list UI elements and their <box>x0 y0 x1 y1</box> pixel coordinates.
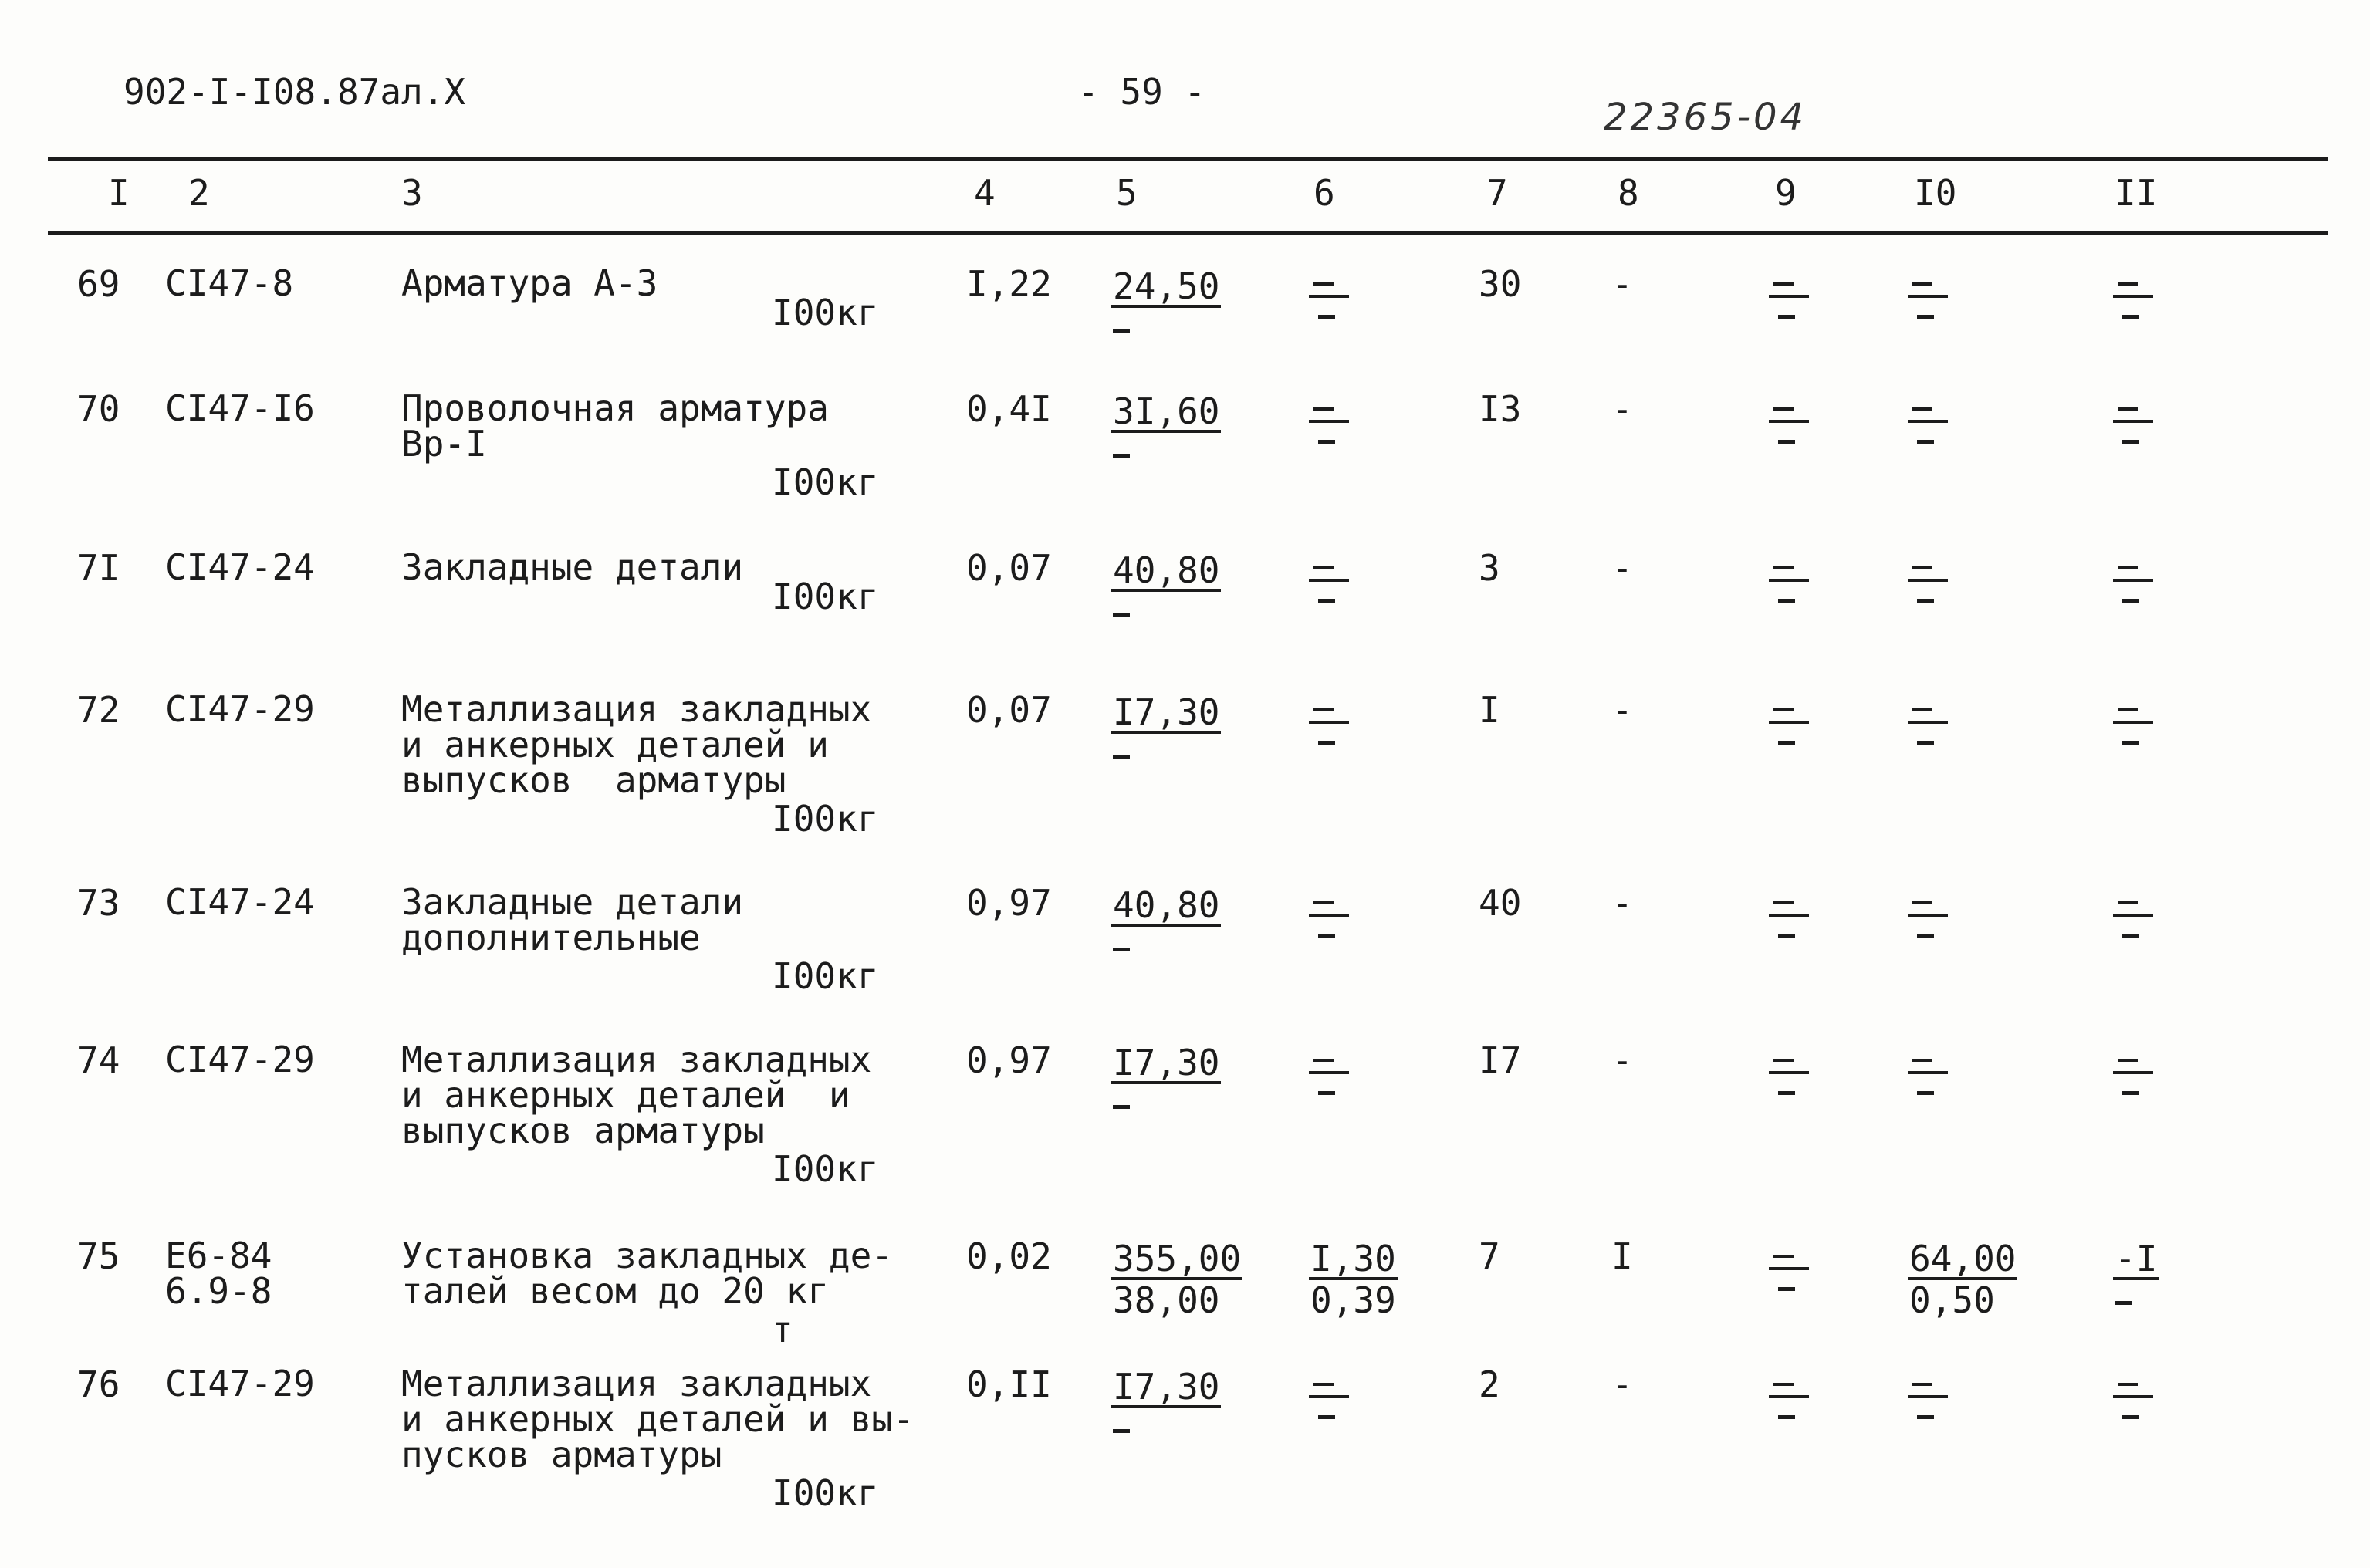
column-9-value <box>1769 1042 1809 1110</box>
column-9-value-empty-denominator <box>1769 302 1809 333</box>
unit-of-measure: I00кг <box>772 798 879 840</box>
column-9-value-empty-denominator <box>1769 1079 1809 1110</box>
work-description <box>401 1363 915 1475</box>
column-10-value-empty-denominator <box>1908 921 1948 952</box>
column-8-value: - <box>1611 882 1633 924</box>
column-6-value-empty-numerator <box>1309 884 1349 921</box>
column-6-value <box>1309 691 1349 759</box>
row-number: 7I <box>77 547 120 589</box>
column-10-value-empty-numerator <box>1908 1042 1948 1079</box>
work-description <box>401 1039 872 1151</box>
column-10-value-empty-denominator <box>1908 728 1948 759</box>
stamp-code: 22365-04 <box>1604 96 1807 139</box>
column-6-value-empty-denominator <box>1309 1403 1349 1434</box>
column-8-value: - <box>1611 1364 1633 1405</box>
column-9-value <box>1769 1238 1809 1306</box>
column-11-value-empty-numerator <box>2113 390 2153 427</box>
row-number: 70 <box>77 388 120 430</box>
column-header-5: 5 <box>1116 172 1138 214</box>
unit-cost-numerator: 355,00 <box>1113 1238 1242 1279</box>
column-10-value-numerator: 64,00 <box>1909 1238 2017 1279</box>
column-11-value <box>2113 549 2153 617</box>
unit-cost <box>1111 549 1221 629</box>
quantity: I,22 <box>966 263 1052 305</box>
unit-cost-denominator <box>1111 1087 1221 1121</box>
column-11-value-empty-denominator <box>2113 1079 2153 1110</box>
column-6-value-empty-denominator <box>1309 921 1349 952</box>
column-header-3: 3 <box>401 172 423 214</box>
work-description-line: Вр-I <box>401 423 487 465</box>
quantity: 0,97 <box>966 882 1052 924</box>
unit-of-measure: I00кг <box>772 1148 879 1190</box>
column-9-value-empty-denominator <box>1769 427 1809 458</box>
column-8-value: I <box>1611 1235 1633 1277</box>
column-10-value <box>1908 1238 2017 1321</box>
column-11-value <box>2113 691 2153 759</box>
quantity: 0,07 <box>966 547 1052 589</box>
quantity: 0,4I <box>966 388 1052 430</box>
column-6-value <box>1309 390 1349 458</box>
column-9-value <box>1769 884 1809 952</box>
column-8-value: - <box>1611 263 1633 305</box>
column-header-8: 8 <box>1618 172 1639 214</box>
unit-cost-dash <box>1113 613 1130 617</box>
quantity: 0,II <box>966 1364 1052 1405</box>
column-7-value: I7 <box>1479 1039 1522 1081</box>
column-7-value: 3 <box>1479 547 1500 589</box>
column-9-value-empty-numerator <box>1769 1238 1809 1275</box>
column-11-value-empty-denominator <box>2113 921 2153 952</box>
rate-code-line: CI47-29 <box>165 688 315 730</box>
work-description-line: Металлизация закладных <box>401 1039 872 1080</box>
unit-cost-denominator: 38,00 <box>1113 1279 1220 1321</box>
column-11-value <box>2113 1042 2153 1110</box>
rate-code <box>165 387 315 429</box>
column-6-value <box>1309 265 1349 333</box>
column-6-value-empty-numerator <box>1309 265 1349 302</box>
column-9-value-empty-denominator <box>1769 921 1809 952</box>
unit-cost-numerator: 40,80 <box>1113 549 1220 591</box>
column-10-value-empty-numerator <box>1908 390 1948 427</box>
work-description-line: и анкерных деталей и <box>401 1074 850 1116</box>
column-11-value-empty-denominator <box>2113 427 2153 458</box>
column-6-value-empty-numerator <box>1309 549 1349 586</box>
column-10-value <box>1908 691 1948 759</box>
rate-code <box>165 688 315 730</box>
work-description <box>401 387 829 465</box>
rate-code <box>165 546 315 588</box>
column-7-value: I3 <box>1479 388 1522 430</box>
column-6-value-numerator: I,30 <box>1310 1238 1396 1279</box>
column-10-value <box>1908 265 1948 333</box>
column-9-value-empty-numerator <box>1769 390 1809 427</box>
work-description <box>401 688 872 801</box>
column-11-value <box>2113 1366 2153 1434</box>
column-10-value-denominator: 0,50 <box>1909 1279 1995 1321</box>
column-6-value <box>1309 884 1349 952</box>
quantity: 0,02 <box>966 1235 1052 1277</box>
unit-of-measure: I00кг <box>772 1472 879 1514</box>
work-description-line: Закладные детали <box>401 881 744 923</box>
column-header-1: I <box>108 172 130 214</box>
column-10-value-empty-numerator <box>1908 549 1948 586</box>
unit-cost <box>1111 884 1221 964</box>
column-11-value-empty-numerator <box>2113 691 2153 728</box>
page-number: - 59 - <box>1077 71 1206 113</box>
unit-cost <box>1111 390 1221 470</box>
column-10-value-empty-denominator <box>1908 302 1948 333</box>
unit-cost-dash <box>1113 948 1130 951</box>
column-10-value-empty-numerator <box>1908 884 1948 921</box>
work-description <box>401 881 744 958</box>
column-10-value <box>1908 390 1948 458</box>
column-11-value <box>2113 1238 2159 1317</box>
column-header-10: I0 <box>1914 172 1957 214</box>
work-description <box>401 546 744 588</box>
unit-of-measure: I00кг <box>772 955 879 997</box>
quantity: 0,97 <box>966 1039 1052 1081</box>
column-11-value <box>2113 884 2153 952</box>
unit-cost <box>1111 1042 1221 1121</box>
unit-of-measure: I00кг <box>772 461 879 503</box>
column-9-value-empty-numerator <box>1769 265 1809 302</box>
column-10-value-empty-numerator <box>1908 1366 1948 1403</box>
column-6-value <box>1309 1042 1349 1110</box>
column-6-value-denominator: 0,39 <box>1310 1279 1396 1321</box>
unit-cost-denominator <box>1111 737 1221 771</box>
unit-cost <box>1111 691 1221 771</box>
unit-cost-numerator: 24,50 <box>1113 265 1220 307</box>
column-7-value: 30 <box>1479 263 1522 305</box>
work-description-line: и анкерных деталей и вы- <box>401 1398 915 1440</box>
unit-cost-dash <box>1113 329 1130 333</box>
column-header-4: 4 <box>974 172 996 214</box>
rate-code-line: CI47-24 <box>165 881 315 923</box>
unit-cost <box>1111 1366 1221 1445</box>
unit-cost-dash <box>1113 755 1130 759</box>
unit-cost-numerator: 40,80 <box>1113 884 1220 926</box>
column-9-value <box>1769 691 1809 759</box>
unit-cost-denominator <box>1111 1411 1221 1445</box>
column-11-value-empty-denominator <box>2113 302 2153 333</box>
quantity: 0,07 <box>966 689 1052 731</box>
column-9-value <box>1769 549 1809 617</box>
unit-cost-numerator: I7,30 <box>1113 691 1220 733</box>
rate-code <box>165 881 315 923</box>
row-number: 75 <box>77 1235 120 1277</box>
column-9-value-empty-numerator <box>1769 691 1809 728</box>
column-6-value-empty-numerator <box>1309 390 1349 427</box>
work-description-line: Закладные детали <box>401 546 744 588</box>
column-11-value-empty-numerator <box>2113 265 2153 302</box>
column-10-value <box>1908 549 1948 617</box>
column-11-value-empty-numerator <box>2113 549 2153 586</box>
row-number: 72 <box>77 689 120 731</box>
column-11-value-empty-numerator <box>2113 1366 2153 1403</box>
unit-cost-dash <box>1113 1105 1130 1109</box>
column-6-value-empty-numerator <box>1309 1366 1349 1403</box>
column-6-value <box>1309 1366 1349 1434</box>
column-10-value-empty-denominator <box>1908 1403 1948 1434</box>
rate-code-line: Е6-84 <box>165 1235 272 1276</box>
column-6-value-empty-denominator <box>1309 427 1349 458</box>
work-description-line: дополнительные <box>401 917 701 958</box>
column-header-2: 2 <box>188 172 210 214</box>
work-description-line: и анкерных деталей и <box>401 724 829 765</box>
column-11-value-empty-numerator <box>2113 1042 2153 1079</box>
column-8-value: - <box>1611 547 1633 589</box>
column-11-value-empty-denominator <box>2113 728 2153 759</box>
rate-code-line: CI47-29 <box>165 1039 315 1080</box>
rate-code <box>165 1039 315 1080</box>
work-description-line: пусков арматуры <box>401 1434 722 1475</box>
column-9-value-empty-numerator <box>1769 1042 1809 1079</box>
top-rule <box>48 157 2328 161</box>
rate-code <box>165 1235 272 1312</box>
unit-cost-numerator: I7,30 <box>1113 1366 1220 1407</box>
column-6-value-empty-denominator <box>1309 1079 1349 1110</box>
work-description-line: Установка закладных де- <box>401 1235 893 1276</box>
unit-of-measure: т <box>772 1309 793 1350</box>
column-10-value-empty-denominator <box>1908 1079 1948 1110</box>
unit-cost-numerator: I7,30 <box>1113 1042 1220 1083</box>
column-9-value-empty-numerator <box>1769 1366 1809 1403</box>
column-11-value <box>2113 390 2153 458</box>
column-10-value-empty-denominator <box>1908 427 1948 458</box>
work-description-line: талей весом до 20 кг <box>401 1270 829 1312</box>
column-10-value <box>1908 1366 1948 1434</box>
column-header-11: II <box>2115 172 2158 214</box>
unit-cost-denominator <box>1111 930 1221 964</box>
column-7-value: 40 <box>1479 882 1522 924</box>
rate-code-line: CI47-24 <box>165 546 315 588</box>
unit-cost <box>1111 1238 1242 1321</box>
work-description-line: Арматура А-3 <box>401 262 658 304</box>
column-6-value-empty-denominator <box>1309 302 1349 333</box>
column-9-value <box>1769 265 1809 333</box>
work-description <box>401 262 658 304</box>
column-6-value-empty-denominator <box>1309 728 1349 759</box>
unit-cost-denominator <box>1111 436 1221 470</box>
unit-cost-denominator <box>1111 311 1221 345</box>
work-description <box>401 1235 893 1312</box>
row-number: 74 <box>77 1039 120 1081</box>
column-9-value <box>1769 390 1809 458</box>
work-description-line: Металлизация закладных <box>401 1363 872 1404</box>
column-7-value: 7 <box>1479 1235 1500 1277</box>
column-11-value-denominator <box>2113 1283 2159 1317</box>
document-code: 902-I-I08.87ал.X <box>123 71 466 113</box>
column-9-value-empty-numerator <box>1769 549 1809 586</box>
column-header-7: 7 <box>1486 172 1508 214</box>
column-9-value <box>1769 1366 1809 1434</box>
column-8-value: - <box>1611 1039 1633 1081</box>
unit-cost <box>1111 265 1221 345</box>
column-header-6: 6 <box>1313 172 1335 214</box>
column-9-value-empty-denominator <box>1769 1403 1809 1434</box>
column-10-value-empty-numerator <box>1908 265 1948 302</box>
row-number: 76 <box>77 1364 120 1405</box>
column-10-value-empty-denominator <box>1908 586 1948 617</box>
column-11-value-empty-denominator <box>2113 586 2153 617</box>
column-6-value <box>1309 1238 1398 1321</box>
work-description-line: выпусков арматуры <box>401 759 786 801</box>
column-6-value <box>1309 549 1349 617</box>
column-11-value-empty-denominator <box>2113 1403 2153 1434</box>
rate-code <box>165 1363 315 1404</box>
column-9-value-empty-denominator <box>1769 1275 1809 1306</box>
rate-code-line: CI47-I6 <box>165 387 315 429</box>
column-8-value: - <box>1611 689 1633 731</box>
unit-cost-dash <box>1113 1429 1130 1433</box>
work-description-line: Металлизация закладных <box>401 688 872 730</box>
column-6-value-empty-numerator <box>1309 691 1349 728</box>
column-9-value-empty-numerator <box>1769 884 1809 921</box>
column-6-value-empty-denominator <box>1309 586 1349 617</box>
column-11-value-numerator: -I <box>2115 1238 2158 1279</box>
column-9-value-empty-denominator <box>1769 586 1809 617</box>
column-11-value-empty-numerator <box>2113 884 2153 921</box>
rate-code-line: CI47-8 <box>165 262 294 304</box>
work-description-line: Проволочная арматура <box>401 387 829 429</box>
unit-cost-dash <box>1113 454 1130 458</box>
column-11-value-dash <box>2115 1301 2132 1305</box>
header-rule <box>48 231 2328 235</box>
row-number: 73 <box>77 882 120 924</box>
rate-code-line: 6.9-8 <box>165 1270 272 1312</box>
column-10-value <box>1908 884 1948 952</box>
column-10-value <box>1908 1042 1948 1110</box>
column-6-value-empty-numerator <box>1309 1042 1349 1079</box>
column-11-value <box>2113 265 2153 333</box>
column-header-9: 9 <box>1775 172 1797 214</box>
column-8-value: - <box>1611 388 1633 430</box>
row-number: 69 <box>77 263 120 305</box>
unit-of-measure: I00кг <box>772 292 879 333</box>
column-10-value-empty-numerator <box>1908 691 1948 728</box>
work-description-line: выпусков арматуры <box>401 1110 765 1151</box>
column-7-value: I <box>1479 689 1500 731</box>
rate-code <box>165 262 294 304</box>
unit-of-measure: I00кг <box>772 576 879 617</box>
column-7-value: 2 <box>1479 1364 1500 1405</box>
rate-code-line: CI47-29 <box>165 1363 315 1404</box>
unit-cost-denominator <box>1111 595 1221 629</box>
column-9-value-empty-denominator <box>1769 728 1809 759</box>
unit-cost-numerator: 3I,60 <box>1113 390 1220 432</box>
